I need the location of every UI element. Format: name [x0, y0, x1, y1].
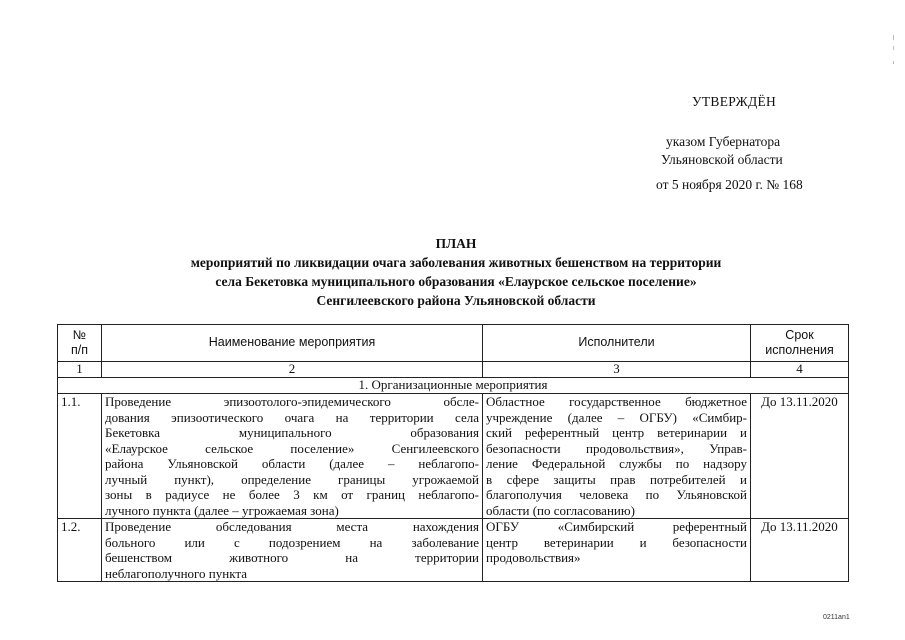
executors-line: учреждение (далее – ОГБУ) «Симбир-: [486, 409, 747, 425]
decree-line-1: указом Губернатора: [666, 134, 781, 149]
executors: [483, 394, 751, 519]
measure-name-line: Проведение обследования места нахождения: [105, 519, 479, 534]
scan-mark: [893, 46, 894, 50]
deadline: До 13.11.2020: [751, 394, 849, 519]
column-number: 1: [58, 362, 102, 378]
measure-name: [102, 519, 483, 582]
column-number: 3: [483, 362, 751, 378]
section-title: 1. Организационные мероприятия: [58, 378, 849, 394]
measure-name-line: района Ульяновской области (далее – неблагопо-: [105, 456, 479, 471]
executors-line: в сфере защиты прав потребителей и: [486, 471, 747, 487]
header-deadline: Срок исполнения: [751, 325, 849, 362]
executors-line: Областное государственное бюджетное: [486, 394, 747, 409]
executors-line: области (по согласованию): [486, 502, 635, 518]
measure-name-line: Бекетовка муниципального образования: [105, 425, 479, 440]
scan-mark: [893, 35, 894, 40]
header-executors: Исполнители: [483, 325, 751, 362]
deadline: До 13.11.2020: [751, 519, 849, 582]
measure-name-line: бешенством животного на территории: [105, 550, 479, 565]
approval-title: УТВЕРЖДЁН: [692, 94, 777, 109]
measure-name-line: лучный пункт), определение границы угрожаемой: [105, 471, 479, 487]
decree-date: от 5 ноября 2020 г. № 168: [656, 177, 803, 192]
header-num: [58, 325, 102, 362]
header-name: Наименование мероприятия: [102, 325, 483, 362]
plan-title-line: мероприятий по ликвидации очага заболевания животных бешенством на территории: [190, 255, 722, 270]
plan-heading: ПЛАН: [435, 236, 477, 251]
table-header-row: [58, 325, 849, 362]
row-number: 1.2.: [58, 519, 102, 582]
column-number: 4: [751, 362, 849, 378]
measure-name-line: Проведение эпизоотолого-эпидемического обсле-: [105, 394, 479, 409]
executors-line: благополучия человека по Ульяновской: [486, 487, 747, 502]
executors-line: ление Федеральной службы по надзору: [486, 456, 747, 471]
measure-name-line: дования эпизоотического очага на территории села: [105, 409, 479, 425]
header-num-symbol: №: [72, 327, 87, 342]
measure-name: [102, 394, 483, 519]
measure-name-line: лучного пункта (далее – угрожаемая зона): [105, 502, 339, 518]
column-number-row: [58, 362, 849, 378]
measure-name-line: зоны в радиусе не более 3 км от границ неблагопо-: [105, 487, 479, 502]
header-num-abbr: п/п: [70, 343, 88, 357]
decree-line-2: Ульяновской области: [661, 152, 783, 167]
plan-title-line: села Бекетовка муниципального образования «Елаурское сельское поселение»: [215, 274, 697, 289]
plan-table: [57, 324, 849, 582]
executors: [483, 519, 751, 582]
row-number: 1.1.: [58, 394, 102, 519]
measure-name-line: больного или с подозрением на заболевание: [105, 534, 479, 550]
executors-line: центр ветеринарии и безопасности: [486, 534, 747, 550]
scan-mark: [893, 61, 894, 64]
section-row: [58, 378, 849, 394]
table-row: [58, 394, 849, 519]
measure-name-line: «Елаурское сельское поселение» Сенгилеевского: [105, 440, 479, 456]
executors-line: безопасности продовольствия», Управ-: [486, 440, 747, 456]
executors-line: ский референтный центр ветеринарии и: [486, 425, 747, 440]
footer-code: 0211an1: [823, 614, 850, 621]
executors-line: продовольствия»: [486, 550, 581, 565]
plan-title-block: [100, 234, 812, 310]
column-number: 2: [102, 362, 483, 378]
table-row: [58, 519, 849, 582]
measure-name-line: неблагополучного пункта: [105, 565, 247, 581]
plan-title-line: Сенгилеевского района Ульяновской области: [316, 293, 596, 308]
executors-line: ОГБУ «Симбирский референтный: [486, 519, 747, 534]
